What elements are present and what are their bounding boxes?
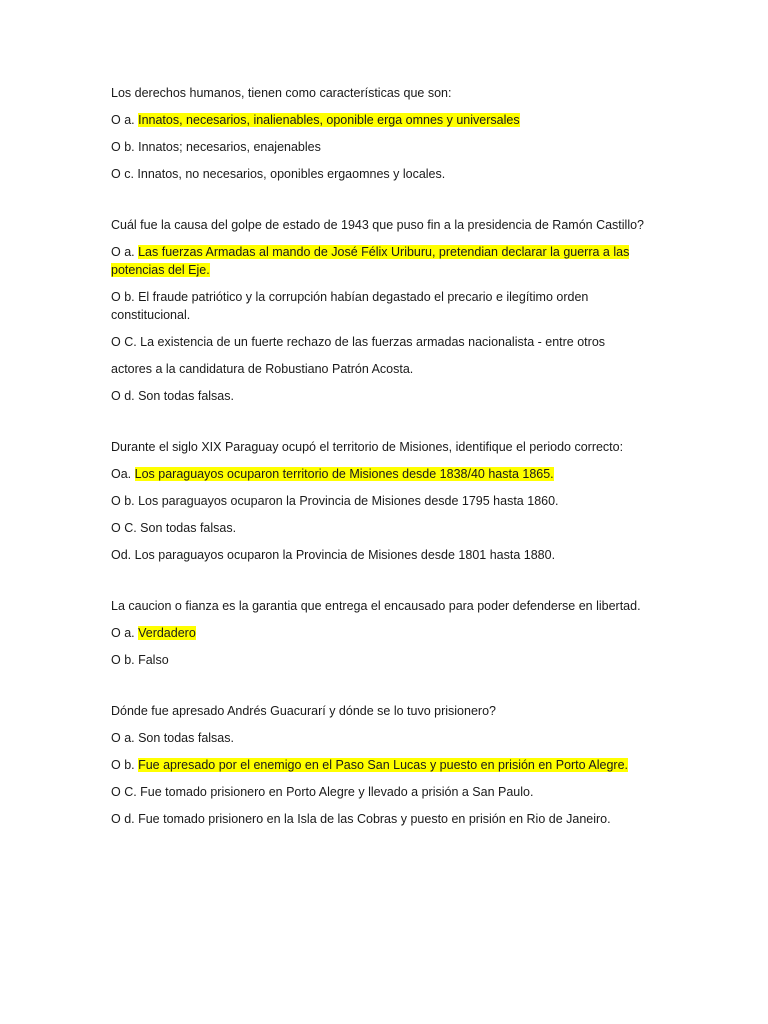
option-text: El fraude patriótico y la corrupción habían degastado el precario e ilegítimo orden constitucional. bbox=[111, 290, 589, 322]
option-text: Falso bbox=[138, 653, 169, 667]
option-c bbox=[111, 783, 671, 801]
question-5 bbox=[111, 702, 671, 828]
option-prefix: O C. bbox=[111, 785, 141, 799]
option-text: Son todas falsas. bbox=[138, 389, 234, 403]
option-text: actores a la candidatura de Robustiano Patrón Acosta. bbox=[111, 362, 414, 376]
question-3 bbox=[111, 438, 671, 564]
option-text: Fue tomado prisionero en la Isla de las Cobras y puesto en prisión en Rio de Janeiro. bbox=[138, 812, 611, 826]
option-d bbox=[111, 387, 671, 405]
option-text: Son todas falsas. bbox=[140, 521, 237, 535]
option-a bbox=[111, 243, 671, 279]
option-text: Son todas falsas. bbox=[138, 731, 234, 745]
option-d bbox=[111, 810, 671, 828]
option-prefix: O b. bbox=[111, 758, 139, 772]
option-prefix: O a. bbox=[111, 113, 139, 127]
option-prefix: O a. bbox=[111, 626, 139, 640]
option-prefix: O b. bbox=[111, 653, 139, 667]
option-c bbox=[111, 165, 671, 183]
option-b bbox=[111, 492, 671, 510]
option-prefix: O a. bbox=[111, 245, 139, 259]
option-b bbox=[111, 288, 671, 324]
option-prefix: Od. bbox=[111, 548, 135, 562]
question-text: La caucion o fianza es la garantia que entrega el encausado para poder defenderse en libertad. bbox=[111, 599, 641, 613]
question-text: Cuál fue la causa del golpe de estado de 1943 que puso fin a la presidencia de Ramón Castillo? bbox=[111, 218, 645, 232]
option-prefix: O b. bbox=[111, 290, 139, 304]
option-a bbox=[111, 729, 671, 747]
question-text: Durante el siglo XIX Paraguay ocupó el territorio de Misiones, identifique el periodo correcto: bbox=[111, 440, 624, 454]
option-prefix: O C. bbox=[111, 521, 141, 535]
option-text: La existencia de un fuerte rechazo de las fuerzas armadas nacionalista - entre otros bbox=[140, 335, 606, 349]
question-text: Dónde fue apresado Andrés Guacurarí y dónde se lo tuvo prisionero? bbox=[111, 704, 496, 718]
option-prefix: O d. bbox=[111, 389, 139, 403]
option-text-highlighted: Los paraguayos ocuparon territorio de Misiones desde 1838/40 hasta 1865. bbox=[134, 467, 554, 481]
option-prefix: O c. bbox=[111, 167, 138, 181]
option-prefix: O C. bbox=[111, 335, 141, 349]
option-b bbox=[111, 138, 671, 156]
question-1 bbox=[111, 84, 671, 183]
option-d bbox=[111, 546, 671, 564]
option-text: Los paraguayos ocuparon la Provincia de Misiones desde 1795 hasta 1860. bbox=[138, 494, 559, 508]
option-a bbox=[111, 111, 671, 129]
option-text-highlighted: Fue apresado por el enemigo en el Paso San Lucas y puesto en prisión en Porto Alegre. bbox=[138, 758, 628, 772]
option-prefix: Oa. bbox=[111, 467, 135, 481]
option-prefix: O d. bbox=[111, 812, 139, 826]
option-c-continuation bbox=[111, 360, 671, 378]
option-text: Innatos; necesarios, enajenables bbox=[138, 140, 321, 154]
question-4 bbox=[111, 597, 671, 669]
option-b bbox=[111, 651, 671, 669]
option-a bbox=[111, 465, 671, 483]
option-text: Fue tomado prisionero en Porto Alegre y llevado a prisión a San Paulo. bbox=[140, 785, 534, 799]
option-c bbox=[111, 333, 671, 351]
option-b bbox=[111, 756, 671, 774]
option-prefix: O a. bbox=[111, 731, 139, 745]
question-text: Los derechos humanos, tienen como características que son: bbox=[111, 86, 452, 100]
option-c bbox=[111, 519, 671, 537]
option-a bbox=[111, 624, 671, 642]
option-text-highlighted: Innatos, necesarios, inalienables, oponible erga omnes y universales bbox=[138, 113, 520, 127]
option-prefix: O b. bbox=[111, 140, 139, 154]
document-page bbox=[111, 84, 671, 861]
option-text-highlighted: Verdadero bbox=[138, 626, 196, 640]
option-text-highlighted: Las fuerzas Armadas al mando de José Félix Uriburu, pretendian declarar la guerra a las potencias del Eje. bbox=[111, 245, 630, 277]
option-text: Los paraguayos ocuparon la Provincia de Misiones desde 1801 hasta 1880. bbox=[134, 548, 556, 562]
option-text: Innatos, no necesarios, oponibles ergaomnes y locales. bbox=[137, 167, 446, 181]
option-prefix: O b. bbox=[111, 494, 139, 508]
question-2 bbox=[111, 216, 671, 405]
